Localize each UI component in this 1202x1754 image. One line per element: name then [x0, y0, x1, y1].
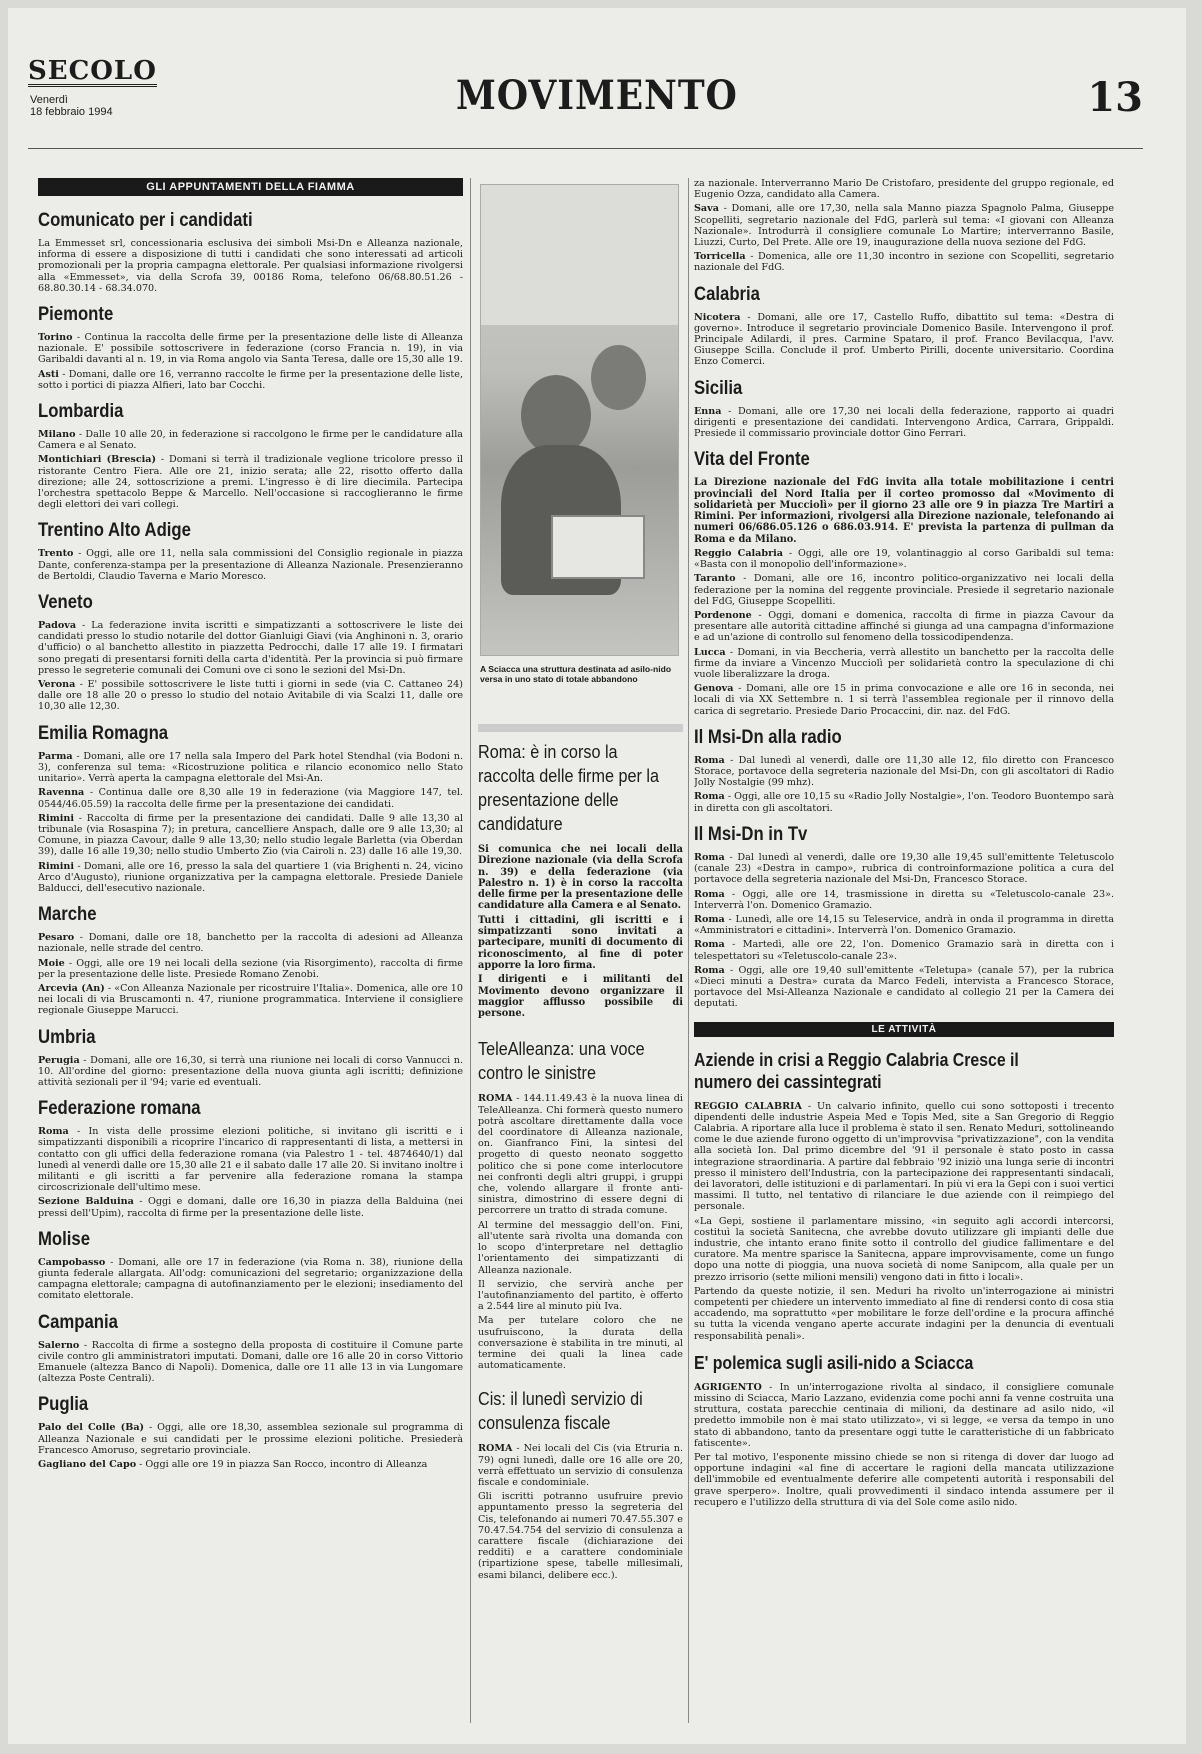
city-name: Montichiari (Brescia) [38, 454, 157, 466]
city-name: Roma [694, 851, 725, 863]
city-name: Gagliano del Capo [38, 1459, 137, 1471]
article-body: Per tal motivo, l'esponente missino chiede se non si ritenga di dover dar luogo ad opportune indagini «al fine di accertare le ragioni della mancata utilizzazione dell'immobile ed eventualmente deferire alle competenti autorità i responsabili del grave sperpero». Inoltre, quali provvedimenti il sindaco intenda assumere per il recupero e l'utilizzo della struttura di via del Sole come asilo nido. [694, 1452, 1114, 1508]
article-title: Comunicato per i candidati [38, 210, 253, 231]
newspaper-logo: SECOLO [28, 56, 157, 86]
notice: Palo del Colle (Ba) - Oggi, alle ore 18,30, assemblea sezionale sul programma di Alleanza Nazionale e sui candidati per le prossime elezioni politiche. Presiederà Francesco Amoruso, segretario provinciale. [38, 1422, 463, 1456]
region-heading: Il Msi-Dn alla radio [694, 726, 842, 748]
city-name: Taranto [694, 573, 736, 585]
article-body: Il servizio, che servirà anche per l'autofinanziamento del partito, è offerto a 2.544 lire al minuto più Iva. [478, 1278, 683, 1313]
city-name: Torricella [694, 251, 746, 263]
city-name: Arcevia (An) [38, 982, 105, 994]
notice: Asti - Domani, dalle ore 16, verranno raccolte le firme per la presentazione delle liste, sotto i portici di piazza Alfieri, lato bar Cocchi. [38, 368, 463, 391]
page-number: 13 [1087, 74, 1143, 121]
article-body: REGGIO CALABRIA - Un calvario infinito, quello cui sono sottoposti i trecento dipendenti delle industrie Aspeia Med e Topis Med, site a San Gregorio di Reggio Calabria. A riportare alla luce il problema è stato il sen. Renato Meduri, sottolineando come le due aziende furono oggetto di un'improvvisa "privatizzazione", con la vendita alla società Ion. Dal primo dicembre del '91 il personale è stato posto in cassa integrazione straordinaria. A partire dal febbraio '92 iniziò una lunga serie di incontri presso il ministero dell'Industria, con la partecipazione dei rappresentanti sindacali, dei lavoratori, delle istituzioni e di parlamentari. In più vi era la Gepi con i suoi vertici massimi. Il tutto, nel tentativo di rilanciare le due aziende con il reimpiego del personale. [694, 1100, 1114, 1213]
city-name: REGGIO CALABRIA [694, 1100, 802, 1112]
notice: Torino - Continua la raccolta delle firme per la presentazione delle liste di Alleanza nazionale. E' possibile sottoscrivere in federazione (corso Francia n. 19), in via Garibaldi davanti al n. 19, in via Roma angolo via Santa Teresa, dalle ore 15,30 alle 19. [38, 332, 463, 366]
region-heading: Federazione romana [38, 1098, 201, 1120]
article-title: Aziende in crisi a Reggio Calabria Cresce il numero dei cassintegrati [694, 1049, 1019, 1092]
notice: Rimini - Domani, alle ore 16, presso la sala del quartiere 1 (via Brighenti n. 24, vicino Arco d'Augusto), riunione organizzativa per la campagna elettorale. Presiede Daniele Balducci, dell'esecutivo nazionale. [38, 860, 463, 894]
section-banner: LE ATTIVITÀ [694, 1022, 1114, 1037]
newspaper-page [8, 8, 1186, 1744]
region-heading: Campania [38, 1311, 118, 1333]
notice: Arcevia (An) - «Con Alleanza Nazionale per ricostruire l'Italia». Domenica, alle ore 10 nei locali di via Bruscamonti n. 47, riunione programmatica. Interviene il consigliere regionale Giuseppe Marucci. [38, 982, 463, 1017]
separator [478, 724, 683, 732]
article-body: Partendo da queste notizie, il sen. Meduri ha rivolto un'interrogazione ai ministri competenti per chiedere un intervento immediato al fine di rendersi conto di cosa stia accadendo, ma soprattutto «per mobilitare le forze dell'ordine e la procura affinché su tutta la vicenda vengano aperte accurate indagini per la denuncia di eventuali responsabilità penali». [694, 1285, 1114, 1342]
city-name: Palo del Colle (Ba) [38, 1422, 145, 1434]
city-name: Nicotera [694, 311, 741, 323]
article-body: Tutti i cittadini, gli iscritti e i simpatizzanti sono invitati a partecipare, muniti di documento di riconoscimento, al fine di poter apporre la loro firma. [478, 914, 683, 971]
notice: Lucca - Domani, in via Beccheria, verrà allestito un banchetto per la raccolta delle firme da inviare a Vincenzo Mucciolì per solidarietà contro la speculazione di chi vuole liberalizzare la droga. [694, 646, 1114, 681]
city-name: Pordenone [694, 610, 752, 622]
article-title: Roma: è in corso la raccolta delle firme per la presentazione delle candidature [478, 742, 659, 834]
city-name: AGRIGENTO [694, 1381, 762, 1393]
city-name: Sava [694, 203, 719, 215]
city-name: ROMA [478, 1093, 513, 1105]
region-heading: Lombardia [38, 401, 124, 423]
notice: Roma - Dal lunedì al venerdì, dalle ore 11,30 alle 12, filo diretto con Francesco Storace, portavoce della segreteria nazionale del Msi-Dn, con gli ascoltatori di Radio Jolly Nostalgie (99 mhz). [694, 754, 1114, 789]
city-name: Roma [694, 913, 725, 925]
city-name: Lucca [694, 646, 726, 658]
city-name: Roma [694, 791, 725, 803]
city-name: Reggio Calabria [694, 548, 784, 560]
notice: Roma - In vista delle prossime elezioni politiche, si invitano gli iscritti e i simpatizzanti disponibili a ricoprire l'incarico di rappresentanti di lista, a mettersi in contatto con gli uffici della federazione romana (via Palestro 1 - tel. 4874640/1) dal lunedì al venerdì dalle ore 15,30 alle 21 e il sabato dalle 17 alle 20. Si invitano inoltre i militanti e gli iscritti a far pervenire alla federazione romana la stampa circoscrizionale dell'ultimo mese. [38, 1126, 463, 1194]
city-name: Moie [38, 957, 65, 969]
city-name: Roma [694, 754, 725, 766]
notice: Padova - La federazione invita iscritti e simpatizzanti a sottoscrivere le liste dei candidati presso lo studio notarile del dottor Gianluigi Giavi (via Anghinoni n. 3, orario d'ufficio) o al banchetto allestito in piazzetta Pedrocchi, dalle 17 alle 19. I firmatari sono pregati di presentarsi forniti della carta d'identità. Per la provincia si può firmare presso le segreterie comunali dei Comuni ove ci sono le sezioni del Msi-Dn. [38, 620, 463, 676]
city-name: Milano [38, 429, 76, 441]
city-name: Enna [694, 405, 722, 417]
city-name: Perugia [38, 1054, 80, 1066]
city-name: Roma [38, 1126, 69, 1138]
city-name: Roma [694, 888, 725, 900]
city-name: Padova [38, 620, 77, 632]
notice: Gagliano del Capo - Oggi alle ore 19 in piazza San Rocco, incontro di Alleanza [38, 1459, 428, 1471]
notice: Enna - Domani, alle ore 17,30 nei locali della federazione, rapporto ai quadri dirigenti e presentazione dei candidati. Intervengono Ardica, Carrara, Grippaldi. Presiede il commissario provinciale dottor Gino Ferrari. [694, 405, 1114, 440]
region-heading: Il Msi-Dn in Tv [694, 823, 808, 845]
column-divider [688, 178, 689, 1723]
notice: Genova - Domani, alle ore 15 in prima convocazione e alle ore 16 in seconda, nei locali di via XX Settembre n. 1 si terrà l'assemblea regionale per il rinnovo della carica di segretario. Presiede Dario Procaccini, dir. naz. del FdG. [694, 683, 1114, 717]
article-title: TeleAlleanza: una voce contro le sinistre [478, 1039, 645, 1084]
notice: Milano - Dalle 10 alle 20, in federazione si raccolgono le firme per le candidature alla Camera e al Senato. [38, 429, 463, 452]
notice: Roma - Lunedì, alle ore 14,15 su Teleservice, andrà in onda il programma in diretta «Amministratori e cittadini». Interverrà l'on. Domenico Gramazio. [694, 913, 1114, 937]
city-name: Roma [694, 939, 725, 951]
column-center [478, 178, 683, 1728]
city-name: ROMA [478, 1443, 513, 1455]
notice: Moie - Oggi, alle ore 19 nei locali della sezione (via Risorgimento), raccolta di firme per la presentazione delle liste. Presiede Romano Zenobi. [38, 957, 463, 980]
article-body: La Emmesset srl, concessionaria esclusiva dei simboli Msi-Dn e Alleanza nazionale, informa di essere a disposizione di tutti i candidati che sono interessati ad articoli promozionali per la propria campagna elettorale. Per qualsiasi informazione rivolgersi alla «Emmesset», via della Scrofa 39, 00186 Roma, telefono 06/68.80.51.26 - 68.80.30.14 - 68.34.070. [38, 238, 463, 294]
notice: Campobasso - Domani, alle ore 17 in federazione (via Roma n. 38), riunione della giunta federale allargata. All'odg: comunicazioni del segretario; organizzazione della campagna elettorale; campagna di autofinanziamento per le elezioni; insediamento del comitato elettorale. [38, 1256, 463, 1302]
photo-caption: A Sciacca una struttura destinata ad asilo-nido versa in uno stato di totale abbandono [480, 664, 672, 684]
masthead-rule [28, 148, 1143, 149]
region-heading: Calabria [694, 283, 760, 305]
article-body: AGRIGENTO - In un'interrogazione rivolta al sindaco, il consigliere comunale missino di Sciacca, Mario Lazzano, evidenzia come pochi anni fa venne costruita una struttura, costata parecchie centinaia di milioni, da destinare ad asilo nido, «il predetto immobile non è mai stato utilizzato», vi si legge, «e versa da tempo in uno stato di abbandono, tanto da presentare oggi tutte le caratteristiche di un fabbricato fatiscente». [694, 1381, 1114, 1449]
notice: Perugia - Domani, alle ore 16,30, si terrà una riunione nei locali di corso Vannucci n. 10. All'ordine del giorno: presentazione della nuova giunta agli iscritti; definizione attività sezionali per il '94; varie ed eventuali. [38, 1054, 463, 1088]
article-title: Cis: il lunedì servizio di consulenza fiscale [478, 1389, 643, 1434]
notice: Roma - Martedì, alle ore 22, l'on. Domenico Gramazio sarà in diretta con i telespettatori su «Teletuscolo-canale 23». [694, 939, 1114, 962]
notice: Sava - Domani, alle ore 17,30, nella sala Manno piazza Spagnolo Palma, Giuseppe Scopelliti, segretario nazionale del FdG, parlerà sul tema: «I giovani con Alleanza Nazionale». Introdurrà il consigliere comunale Lo Martire; interverranno Basile, Liuzzi, Curto, Del Prete. Alle ore 19, inaugurazione della nuova sezione del FdG. [694, 203, 1114, 249]
city-name: Genova [694, 683, 734, 695]
notice: Pesaro - Domani, dalle ore 18, banchetto per la raccolta di adesioni ad Alleanza nazionale, nelle strade del centro. [38, 932, 463, 955]
region-heading: Marche [38, 904, 97, 926]
news-photo [480, 184, 679, 656]
notice: Montichiari (Brescia) - Domani si terrà il tradizionale veglione tricolore presso il ristorante Centro Fiera. Alle ore 21, inizio serata; alle 22, risotto offerto dalla direzione; alle 24, sottoscrizione a premi. L'ingresso è di lire diecimila. Partecipa l'orchestra spettacolo Beppe & Marcello. Nell'occasione si raccoglieranno le firme degli elettori dei vari collegi. [38, 454, 463, 511]
column-appuntamenti [38, 178, 463, 1728]
city-name: Roma [694, 964, 725, 976]
notice: Roma - Oggi, alle ore 14, trasmissione in diretta su «Teletuscolo-canale 23». Interverrà l'on. Domenico Gramazio. [694, 888, 1114, 911]
article-body: Gli iscritti potranno usufruire previo appuntamento presso la segreteria del Cis, telefonando ai numeri 70.47.55.307 e 70.47.54.754 del servizio di consulenza a carattere fiscale (dichiarazione dei redditi) e a carattere condominiale (ripartizione spese, tabelle millesimali, esami bilanci, delibere ecc.). [478, 1491, 683, 1581]
section-title: MOVIMENTO [456, 72, 738, 119]
article-body: ROMA - Nei locali del Cis (via Etruria n. 79) ogni lunedì, dalle ore 16 alle ore 20, verrà effettuato un servizio di consulenza fiscale e condominiale. [478, 1443, 683, 1488]
issue-date: 18 febbraio 1994 [30, 106, 113, 118]
region-heading: Puglia [38, 1394, 89, 1416]
city-name: Asti [38, 368, 59, 380]
article-body: Al termine del messaggio dell'on. Fini, all'utente sarà rivolta una domanda con lo scopo d'interpretare nel dettaglio l'orientamento dei simpatizzanti di Alleanza nazionale. [478, 1219, 683, 1276]
article-body: Si comunica che nei locali della Direzione nazionale (via della Scrofa n. 39) e della federazione (via Palestro n. 1) è in corso la raccolta delle firme per la presentazione delle candidature alla Camera e al Senato. [478, 844, 683, 912]
notice: Reggio Calabria - Oggi, alle ore 19, volantinaggio al corso Garibaldi sul tema: «Basta con il monopolio dell'informazione». [694, 548, 1114, 571]
issue-day: Venerdì [30, 94, 68, 106]
region-heading: Trentino Alto Adige [38, 520, 191, 542]
region-heading: Umbria [38, 1026, 96, 1048]
city-name: Verona [38, 679, 76, 691]
notice: Rimini - Raccolta di firme per la presentazione dei candidati. Dalle 9 alle 13,30 al tribunale (via Rosaspina 7); in pretura, cancelliere Anspach, dalle ore 9 alle 13,30; al Comune, in piazza Cavour, dalle 9 alle 13,30; nello studio legale Barletta (via Oberdan 39), dalle 16 alle 19,30; nello studio Umberto Zio (via Cairoli n. 23) dalle 16 alle 19,30. [38, 812, 463, 858]
notice: Salerno - Raccolta di firme a sostegno della proposta di costituire il Comune parte civile contro gli amministratori imputati. Domani, dalle ore 16 alle 20 in corso Vittorio Emanuele (altezza Banco di Napoli). Domenica, dalle ore 11 alle 13 in via Lungomare (altezza Poste Centrali). [38, 1339, 463, 1385]
notice: Verona - E' possibile sottoscrivere le liste tutti i giorni in sede (via C. Cattaneo 24) dalle ore 18 alle 20 o presso lo studio del notaio Avitabile di via Scalzi 11, dalle ore 10,30 alle 12,30. [38, 679, 463, 713]
notice: Trento - Oggi, alle ore 11, nella sala commissioni del Consiglio regionale in piazza Dante, conferenza-stampa per la presentazione di Alleanza Nazionale. Presenzieranno de Bertoldi, Claudio Taverna e Mario Moresco. [38, 548, 463, 582]
article-body: I dirigenti e i militanti del Movimento devono organizzare il maggior afflusso possibile di persone. [478, 974, 683, 1020]
masthead [28, 52, 1143, 152]
article-body: Ma per tutelare coloro che ne usufruiscono, la durata della conversazione è stabilita in tre minuti, al termine dei quali la linea cade automaticamente. [478, 1315, 683, 1372]
region-heading: Piemonte [38, 304, 114, 326]
region-heading: Veneto [38, 592, 93, 614]
article-body: «La Gepi, sostiene il parlamentare missino, «in seguito agli accordi intercorsi, costituì la società Sanitecna, che avrebbe dovuto utilizzare gli impianti delle due industrie, che intanto erano finite sotto il controllo del giudice fallimentare e del curatore. Ma mentre sparisce la Sanitecna, appare improvvisamente, come un fungo dopo una notte di pioggia, una nuova società di nome Sanipcom, alla quale per un prezzo irrisorio (sette milioni mensili) vengono dati in fitto i locali». [694, 1215, 1114, 1283]
notice: Pordenone - Oggi, domani e domenica, raccolta di firme in piazza Cavour da presentare alle autorità cittadine affinché si giunga ad una campagna d'informazione e ad un'azione di controllo sul fenomeno della tossicodipendenza. [694, 610, 1114, 644]
city-name: Ravenna [38, 787, 85, 799]
city-name: Rimini [38, 860, 75, 872]
notice: za nazionale. Interverranno Mario De Cristofaro, presidente del gruppo regionale, ed Eugenio Ozza, candidato alla Camera. [694, 178, 1114, 201]
city-name: Rimini [38, 812, 75, 824]
column-divider [470, 178, 471, 1723]
city-name: Trento [38, 548, 74, 560]
region-heading: Emilia Romagna [38, 722, 169, 744]
notice: Parma - Domani, alle ore 17 nella sala Impero del Park hotel Stendhal (via Bodoni n. 3), conferenza sul tema: «Ricostruzione politica e rilancio economico nello Stato unitario». Verrà aperta la campagna elettorale del Msi-An. [38, 750, 463, 785]
notice: Taranto - Domani, alle ore 16, incontro politico-organizzativo nei locali della federazione per la nomina del reggente provinciale. Presiede il segretario nazionale del FdG, Giuseppe Scopelliti. [694, 573, 1114, 607]
notice: Nicotera - Domani, alle ore 17, Castello Ruffo, dibattito sul tema: «Destra di governo». Introduce il segretario provinciale Domenico Basile. Intervengono il prof. Principale Adilardi, il pres. Carmine Spataro, il prof. Franco Bevilacqua, l'avv. Giuseppe Scilla. Conclude il prof. Umberto Pirilli, docente universitario. Coordina Enzo Comerci. [694, 311, 1114, 368]
city-name: Campobasso [38, 1256, 106, 1268]
article-body: ROMA - 144.11.49.43 è la nuova linea di TeleAlleanza. Chi formerà questo numero potrà ascoltare direttamente dalla voce del coordinatore di Alleanza nazionale, on. Gianfranco Fini, la sintesi del progetto di questo neonato soggetto politico che si pone come interlocutore nei confronti degli altri gruppi, i gruppi che, volendo allargare il fronte anti-sinistra, dimostrino di essere degni di percorrere un tratto di strada comune. [478, 1093, 683, 1217]
notice: Ravenna - Continua dalle ore 8,30 alle 19 in federazione (via Maggiore 147, tel. 0544/46.05.59) la raccolta delle firme per la presentazione dei candidati. [38, 787, 463, 810]
notice: Roma - Dal lunedì al venerdì, dalle ore 19,30 alle 19,45 sull'emittente Teletuscolo (canale 23) «Destra in campo», rubrica di controinformazione politica a cura del portavoce della segreteria nazionale del Msi-Dn, Francesco Storace. [694, 851, 1114, 886]
region-heading: Molise [38, 1228, 91, 1250]
column-right [694, 178, 1114, 1728]
city-name: Sezione Balduina [38, 1196, 134, 1208]
city-name: Pesaro [38, 932, 75, 944]
city-name: Torino [38, 332, 73, 344]
article-title: E' polemica sugli asili-nido a Sciacca [694, 1352, 974, 1373]
notice: Torricella - Domenica, alle ore 11,30 incontro in sezione con Scopelliti, segretario nazionale del FdG. [694, 251, 1114, 274]
region-heading: Vita del Fronte [694, 449, 810, 471]
notice: La Direzione nazionale del FdG invita alla totale mobilitazione i centri provinciali del Nord Italia per il corteo promosso dal «Movimento di solidarietà per Mucciolì» per il giorno 23 alle ore 9 in piazza Tre Martiri a Rimini. Per informazioni, rivolgersi alla Direzione nazionale, telefonando ai numeri 06/686.05.126 o 686.03.914. E' prevista la partenza di pullman da Roma e da Milano. [694, 477, 1114, 545]
region-heading: Sicilia [694, 377, 743, 399]
city-name: Parma [38, 750, 73, 762]
city-name: Salerno [38, 1339, 80, 1351]
notice: Roma - Oggi, alle ore 10,15 su «Radio Jolly Nostalgie», l'on. Teodoro Buontempo sarà in diretta con gli ascoltatori. [694, 791, 1114, 814]
notice: Roma - Oggi, alle ore 19,40 sull'emittente «Teletupa» (canale 57), per la rubrica «Dieci minuti a Destra» curata da Marco Fedeli, intervista a Francesco Storace, portavoce del Msi-Alleanza Nazionale e candidato al collegio 21 per la Camera dei deputati. [694, 964, 1114, 1010]
notice: Sezione Balduina - Oggi e domani, dalle ore 16,30 in piazza della Balduina (nei pressi dell'Upim), raccolta di firme per la presentazione delle liste. [38, 1196, 463, 1219]
section-banner: GLI APPUNTAMENTI DELLA FIAMMA [38, 178, 463, 196]
